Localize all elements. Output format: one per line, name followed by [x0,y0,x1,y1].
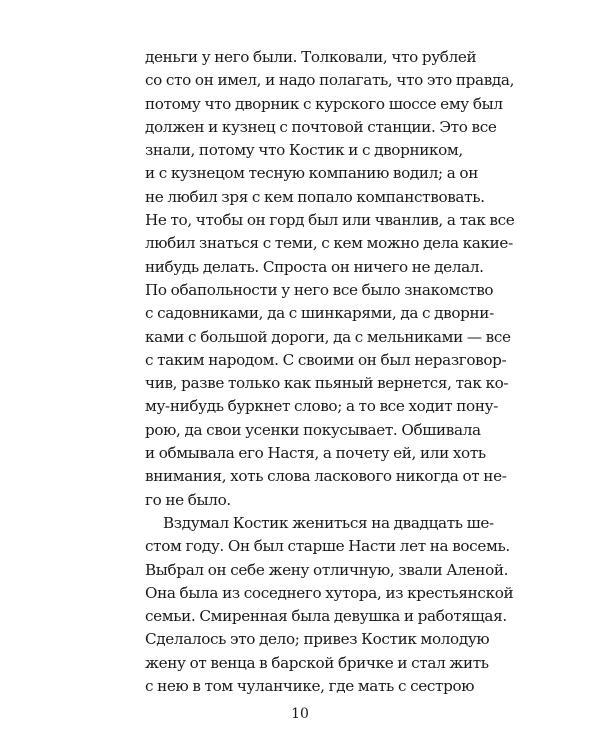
text-line: должен и кузнец с почтовой станции. Это все [145,117,497,136]
text-line: внимания, хоть слова ласкового никогда от не- [145,467,507,486]
text-line: Вздумал Костик жениться на двадцать ше- [163,513,494,532]
text-line: му-нибудь буркнет слово; а то все ходит пону- [145,397,498,416]
text-line: Выбрал он себе жену отличную, звали Аленой. [145,560,509,579]
text-line: с таким народом. С своими он был неразговор- [145,350,507,369]
text-line: рою, да свои усенки покусывает. Обшивала [145,420,481,439]
text-line: со сто он имел, и надо полагать, что это правда, [145,71,515,90]
text-line: с садовниками, да с шинкарями, да с дворни- [145,304,494,323]
text-line: стом году. Он был старше Насти лет на восемь. [145,537,510,556]
page-number: 10 [291,706,309,722]
text-line: деньги у него были. Толковали, что рублей [145,48,477,66]
text-line: любил знаться с теми, с кем можно дела какие- [145,234,513,253]
text-line: с нею в том чуланчике, где мать с сестрою [145,677,475,696]
text-line: Она была из соседнего хутора, из крестьянской [145,583,514,602]
text-line: знали, потому что Костик и с дворником, [145,141,463,160]
text-line: Не то, чтобы он горд был или чванлив, а так все [145,211,515,230]
text-line: не любил зря с кем попало компанствовать. [145,187,485,206]
page-body [145,46,515,698]
text-line: семьи. Смиренная была девушка и работящая. [145,607,507,626]
text-line: По обапольности у него все было знакомство [145,280,494,299]
text-line: Сделалось это дело; привез Костик молодую [145,630,490,649]
text-line: чив, разве только как пьяный вернется, так ко- [145,374,509,393]
text-line: и с кузнецом тесную компанию водил; а он [145,164,478,183]
text-line: потому что дворник с курского шоссе ему был [145,94,503,113]
text-line: жену от венца в барской бричке и стал жить [145,653,489,672]
text-line: и обмывала его Настя, а почету ей, или хоть [145,444,486,463]
text-line: го не было. [145,490,231,509]
text-line: нибудь делать. Спроста он ничего не делал. [145,257,484,276]
text-line: ками с большой дороги, да с мельниками — все [145,327,511,346]
